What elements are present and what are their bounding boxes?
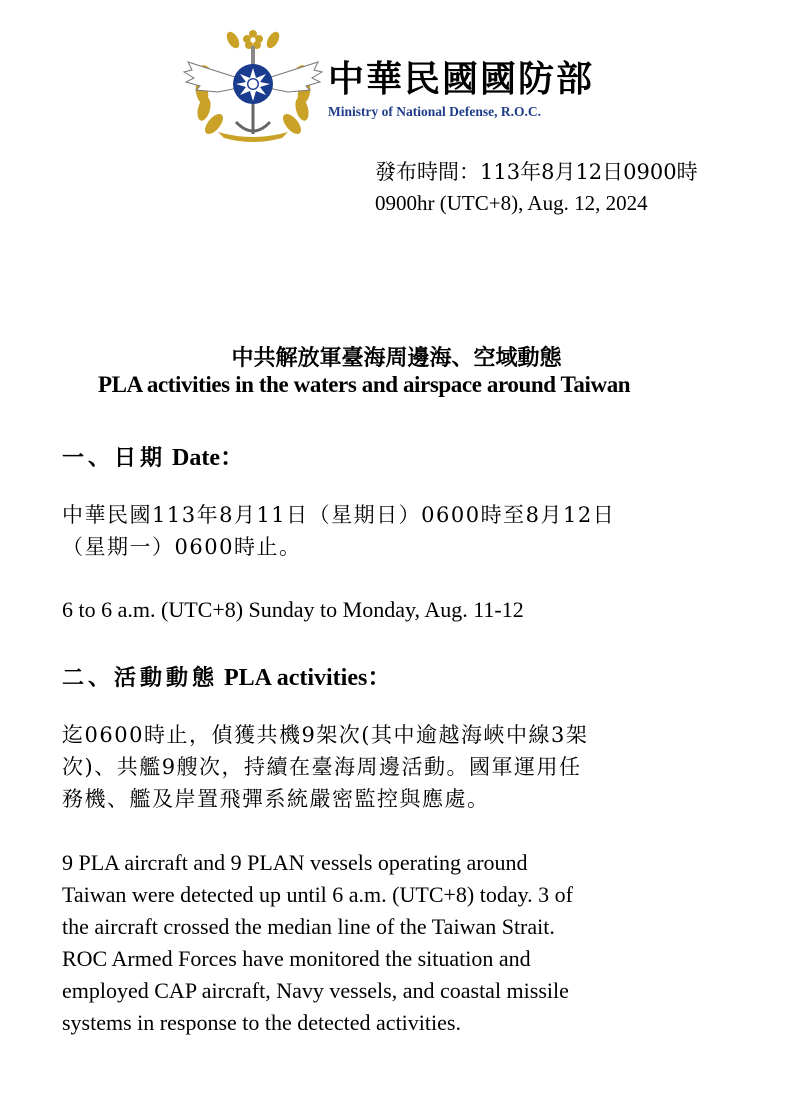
date-zh-line-2: （星期一）0600時止。 <box>62 535 302 559</box>
date-zh-line-1: 中華民國113年8月11日（星期日）0600時至8月12日 <box>62 503 616 527</box>
mnd-emblem-icon <box>178 26 328 142</box>
section-1-heading-en: Date： <box>172 445 244 471</box>
title-zh: 中共解放軍臺海周邊海、空域動態 <box>231 345 562 371</box>
section-2-heading-zh: 二、活動動態 <box>62 665 219 691</box>
section-2-heading-en: PLA activities： <box>224 665 392 691</box>
title-en: PLA activities in the waters and airspace around Taiwan <box>98 372 631 397</box>
activities-en-line: Taiwan were detected up until 6 a.m. (UTC+8) today. 3 of <box>62 882 574 907</box>
activities-en-line: 9 PLA aircraft and 9 PLAN vessels operating around <box>62 850 528 875</box>
activities-zh-line: 次)、共艦9艘次，持續在臺海周邊活動。國軍運用任 <box>62 755 582 779</box>
activities-en-line: ROC Armed Forces have monitored the situation and <box>62 946 531 971</box>
activities-zh <box>62 719 752 815</box>
activities-en-line: systems in response to the detected activities. <box>62 1010 461 1035</box>
section-2-heading <box>62 657 391 692</box>
org-name-en: Ministry of National Defense, R.O.C. <box>328 104 541 119</box>
activities-zh-line: 務機、艦及岸置飛彈系統嚴密監控與應處。 <box>62 787 490 811</box>
activities-en-line: employed CAP aircraft, Navy vessels, and coastal missile <box>62 978 569 1003</box>
activities-zh-line: 迄0600時止，偵獲共機9架次(其中逾越海峽中線3架 <box>62 723 589 747</box>
date-en <box>62 594 752 626</box>
date-zh <box>62 499 752 563</box>
release-time-en: 0900hr (UTC+8), Aug. 12, 2024 <box>375 191 648 215</box>
section-1-heading-zh: 一、日期 <box>62 445 167 471</box>
org-name-zh: 中華民國國防部 <box>328 59 595 100</box>
section-1-heading <box>62 437 244 472</box>
release-time-zh: 發布時間：113年8月12日0900時 <box>375 160 698 184</box>
activities-en-line: the aircraft crossed the median line of the Taiwan Strait. <box>62 914 555 939</box>
activities-en <box>62 847 752 1039</box>
date-en-line: 6 to 6 a.m. (UTC+8) Sunday to Monday, Aug. 11-12 <box>62 597 524 622</box>
